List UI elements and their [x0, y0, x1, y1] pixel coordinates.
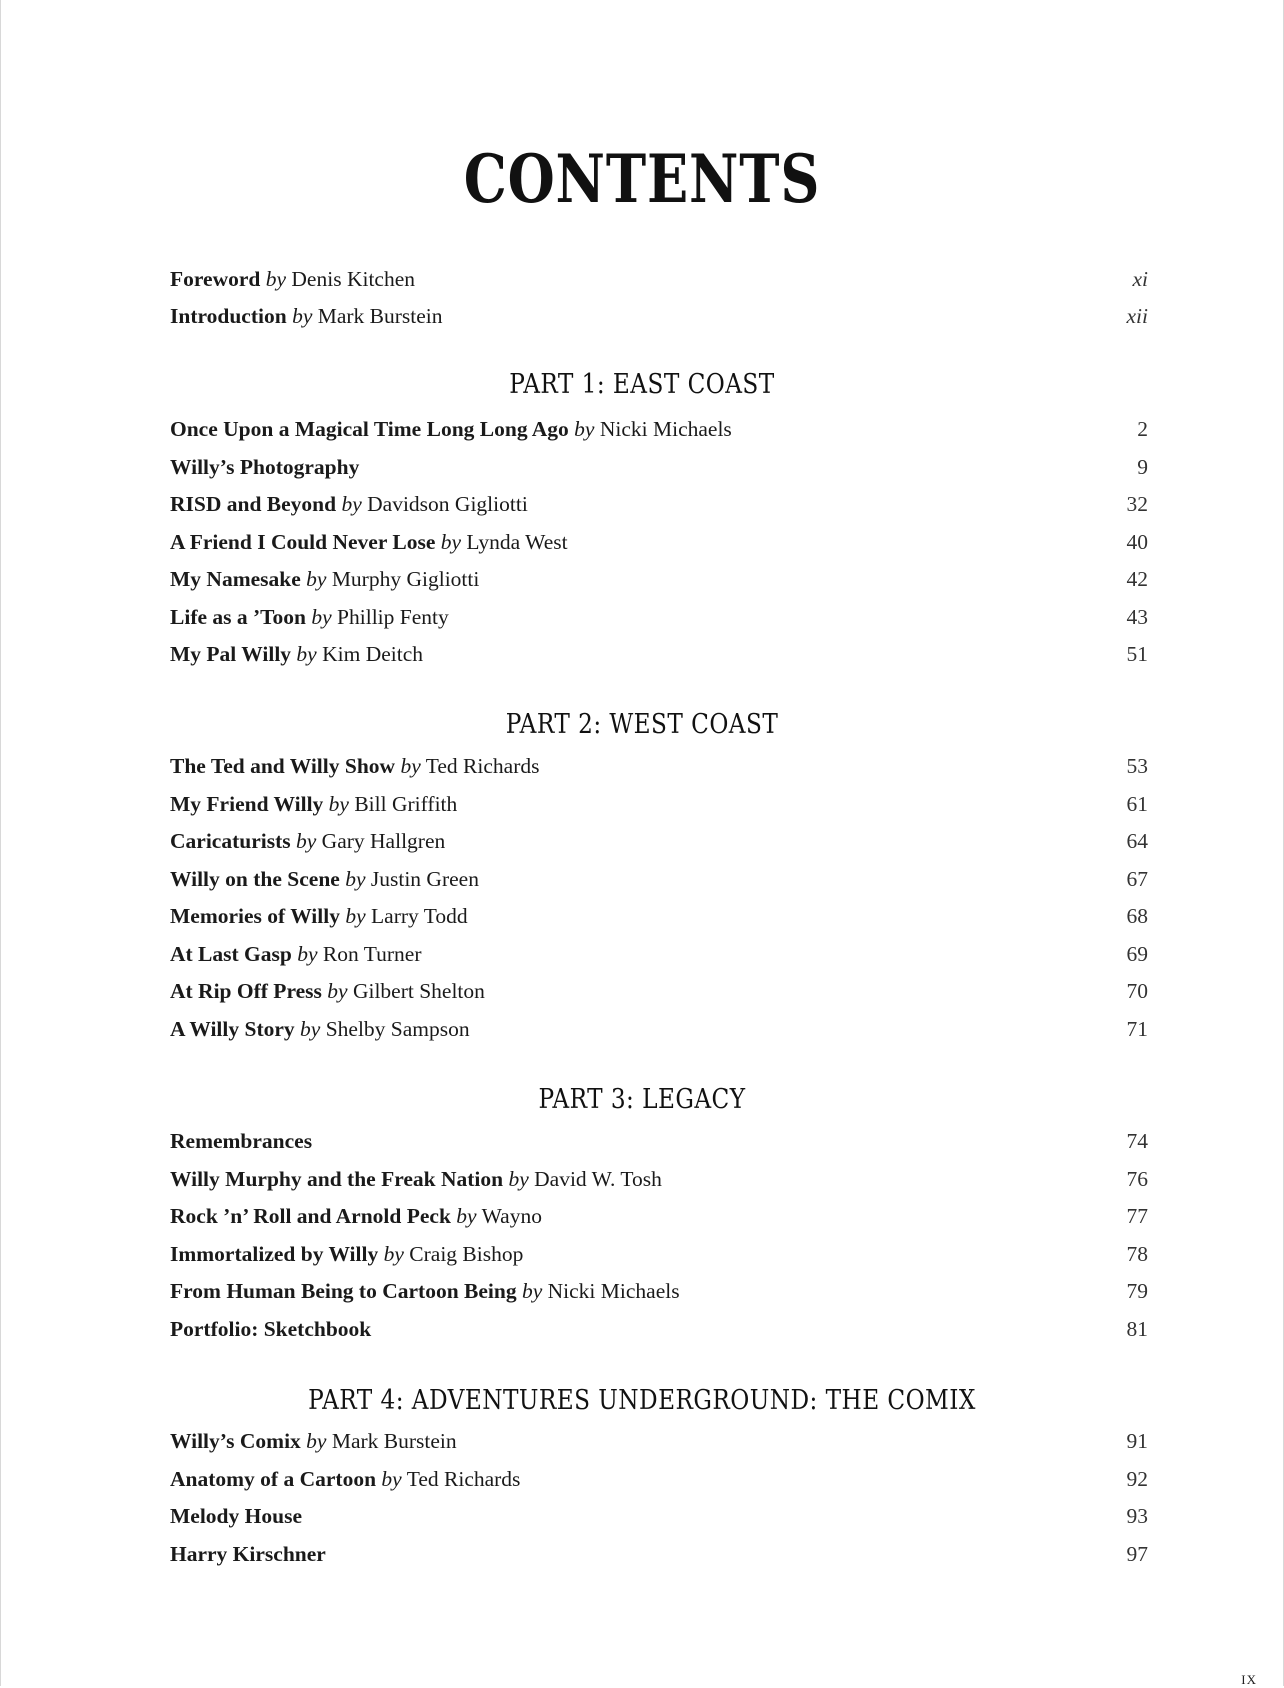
- toc-entry: [170, 412, 1148, 446]
- toc-entry-title: Foreword: [170, 267, 261, 291]
- toc-entry: [170, 824, 1148, 858]
- toc-entry-text: [170, 1274, 680, 1308]
- toc-entry: [170, 1312, 1148, 1346]
- toc-entry: [170, 862, 1148, 896]
- toc-page-number: 53: [1126, 754, 1148, 778]
- toc-page-number: 2: [1137, 417, 1148, 441]
- toc-page-number: xii: [1126, 304, 1148, 328]
- toc-entry: [170, 974, 1148, 1008]
- toc-page-number: 77: [1126, 1204, 1148, 1228]
- toc-entry-by: by: [296, 829, 317, 853]
- toc-page-number: 61: [1126, 791, 1148, 816]
- toc-entry-author: Mark Burstein: [317, 304, 443, 328]
- toc-entry-by: by: [521, 1279, 543, 1303]
- toc-entry-by: by: [400, 754, 421, 778]
- toc-entry-author: Nicki Michaels: [547, 1279, 680, 1303]
- toc-entry: [170, 1499, 1148, 1533]
- toc-page-number: 68: [1126, 904, 1148, 928]
- toc-entry-title: Melody House: [170, 1504, 302, 1528]
- toc-entry-author: Larry Todd: [371, 904, 468, 928]
- toc-entry-text: [170, 862, 479, 896]
- toc-entry-by: by: [311, 604, 332, 629]
- toc-entry-title: Willy’s Photography: [170, 454, 360, 479]
- toc-entry: [170, 525, 1148, 559]
- toc-entry-author: Bill Griffith: [354, 791, 458, 816]
- toc-page-number: 91: [1126, 1429, 1148, 1453]
- toc-page-number: 97: [1126, 1541, 1148, 1566]
- toc-entry-title: Harry Kirschner: [170, 1541, 326, 1566]
- toc-entry-title: The Ted and Willy Show: [170, 754, 396, 778]
- toc-entry-by: by: [381, 1466, 402, 1491]
- toc-entry-by: by: [345, 904, 366, 928]
- toc-entry-text: [170, 1124, 312, 1158]
- toc-page-number: 9: [1137, 454, 1148, 479]
- toc-entry-title: Immortalized by Willy: [170, 1241, 379, 1266]
- toc-entry-text: [170, 525, 568, 559]
- toc-entry-text: [170, 562, 479, 596]
- toc-entry-author: Denis Kitchen: [291, 267, 415, 291]
- toc-page-number: 74: [1126, 1129, 1148, 1153]
- toc-entry-title: Willy on the Scene: [170, 866, 340, 891]
- toc-entry-text: [170, 937, 421, 971]
- toc-entry-by: by: [296, 642, 317, 666]
- toc-entry: [170, 1537, 1148, 1571]
- toc-page-number: 93: [1126, 1504, 1148, 1528]
- toc-entry-text: [170, 412, 732, 446]
- toc-entry: [170, 1012, 1148, 1046]
- toc-entry: [170, 787, 1148, 821]
- toc-entry-title: Rock ’n’ Roll and Arnold Peck: [170, 1204, 451, 1228]
- toc-entry-title: My Friend Willy: [170, 791, 324, 816]
- toc-page-number: 43: [1126, 604, 1148, 629]
- toc-entry-author: Gary Hallgren: [321, 829, 446, 853]
- toc-entry-text: [170, 1012, 470, 1046]
- toc-entry-title: My Namesake: [170, 567, 301, 591]
- toc-entry: [170, 262, 1148, 296]
- toc-entry-text: [170, 824, 445, 858]
- toc-entry: [170, 600, 1148, 634]
- toc-entry: [170, 450, 1148, 484]
- toc-entry-by: by: [297, 941, 318, 966]
- toc-entry-by: by: [456, 1204, 477, 1228]
- toc-entry-author: Ted Richards: [425, 754, 540, 778]
- toc-entry: [170, 299, 1148, 333]
- toc-part-heading: PART 4: ADVENTURES UNDERGROUND: THE COMIX: [308, 1385, 976, 1416]
- toc-entry-author: Ted Richards: [406, 1466, 521, 1491]
- toc-entry-author: Murphy Gigliotti: [331, 567, 480, 591]
- toc-entry-title: A Willy Story: [170, 1016, 295, 1041]
- toc-page-number: 40: [1126, 529, 1148, 554]
- toc-entry-author: Lynda West: [466, 529, 568, 554]
- toc-entry-author: David W. Tosh: [534, 1166, 662, 1191]
- toc-entry-by: by: [574, 417, 595, 441]
- toc-entry-text: [170, 637, 423, 671]
- toc-entry-author: Craig Bishop: [409, 1241, 524, 1266]
- toc-entry-text: [170, 787, 457, 821]
- toc-entry-text: [170, 262, 415, 296]
- toc-part-heading: PART 2: WEST COAST: [505, 709, 779, 740]
- toc-page-number: 81: [1126, 1316, 1148, 1341]
- toc-entry-by: by: [440, 529, 462, 554]
- toc-entry-author: Davidson Gigliotti: [367, 492, 528, 516]
- toc-entry: [170, 937, 1148, 971]
- toc-entry: [170, 1462, 1148, 1496]
- toc-entry-by: by: [292, 304, 313, 328]
- toc-entry-by: by: [508, 1166, 529, 1191]
- toc-page-number: 67: [1126, 866, 1148, 891]
- toc-entry-title: My Pal Willy: [170, 642, 292, 666]
- toc-entry-text: [170, 600, 449, 634]
- toc-entry-text: [170, 1424, 457, 1458]
- toc-entry-by: by: [345, 866, 366, 891]
- toc-entry-by: by: [265, 267, 287, 291]
- toc-entry-by: by: [328, 791, 349, 816]
- toc-entry-text: [170, 450, 359, 484]
- toc-entry-author: Nicki Michaels: [599, 417, 732, 441]
- toc-page-number: 51: [1126, 642, 1148, 666]
- toc-entry-text: [170, 1462, 520, 1496]
- toc-entry-author: Wayno: [481, 1204, 542, 1228]
- toc-page-number: 92: [1126, 1466, 1148, 1491]
- toc-entry-title: RISD and Beyond: [170, 492, 337, 516]
- toc-entry-text: [170, 899, 468, 933]
- toc-entry: [170, 487, 1148, 521]
- page-folio: IX: [1241, 1672, 1257, 1687]
- toc-page-number: 78: [1126, 1241, 1148, 1266]
- toc-entry-text: [170, 299, 443, 333]
- toc-entry: [170, 899, 1148, 933]
- toc-page-number: 69: [1126, 941, 1148, 966]
- toc-page-number: 70: [1126, 979, 1148, 1003]
- toc-entry: [170, 1162, 1148, 1196]
- toc-entry-by: by: [300, 1016, 321, 1041]
- toc-part-heading: PART 3: LEGACY: [538, 1084, 746, 1115]
- toc-entry-text: [170, 974, 485, 1008]
- toc-entry: [170, 1424, 1148, 1458]
- toc-entry: [170, 1124, 1148, 1158]
- toc-entry: [170, 1237, 1148, 1271]
- toc-entry-author: Mark Burstein: [331, 1429, 457, 1453]
- toc-entry-text: [170, 1499, 302, 1533]
- toc-entry: [170, 749, 1148, 783]
- toc-entry-by: by: [327, 979, 348, 1003]
- toc-entry-text: [170, 1199, 542, 1233]
- toc-entry-title: Remembrances: [170, 1129, 313, 1153]
- page-title: CONTENTS: [463, 140, 821, 218]
- toc-page-number: 64: [1126, 829, 1148, 853]
- toc-entry-author: Justin Green: [370, 866, 479, 891]
- toc-entry-text: [170, 1237, 523, 1271]
- toc-entry-title: Portfolio: Sketchbook: [170, 1316, 372, 1341]
- toc-entry-title: From Human Being to Cartoon Being: [170, 1279, 517, 1303]
- toc-entry-title: A Friend I Could Never Lose: [170, 529, 436, 554]
- toc-entry-title: Once Upon a Magical Time Long Long Ago: [170, 417, 569, 441]
- toc-entry-text: [170, 1312, 371, 1346]
- toc-entry-title: Memories of Willy: [170, 904, 340, 928]
- toc-entry-text: [170, 749, 539, 783]
- toc-entry-title: At Rip Off Press: [170, 979, 322, 1003]
- toc-entry-author: Kim Deitch: [322, 642, 424, 666]
- toc-page-number: xi: [1132, 267, 1148, 291]
- toc-entry: [170, 1199, 1148, 1233]
- toc-entry-by: by: [306, 1429, 327, 1453]
- toc-entry-by: by: [341, 492, 362, 516]
- toc-entry-by: by: [383, 1241, 404, 1266]
- toc-entry-title: Life as a ’Toon: [170, 604, 306, 629]
- toc-page-number: 79: [1126, 1279, 1148, 1303]
- toc-page-number: 76: [1126, 1166, 1148, 1191]
- toc-entry-author: Shelby Sampson: [325, 1016, 470, 1041]
- toc-entry-title: Introduction: [170, 304, 287, 328]
- toc-entry-author: Ron Turner: [322, 941, 422, 966]
- toc-entry-title: At Last Gasp: [170, 941, 292, 966]
- toc-entry-title: Willy’s Comix: [170, 1429, 301, 1453]
- toc-entry-text: [170, 1537, 326, 1571]
- toc-entry: [170, 1274, 1148, 1308]
- toc-entry: [170, 562, 1148, 596]
- toc-entry-author: Gilbert Shelton: [352, 979, 485, 1003]
- toc-entry-text: [170, 487, 528, 521]
- toc-page-number: 32: [1126, 492, 1148, 516]
- toc-entry-by: by: [306, 567, 327, 591]
- toc-entry-title: Willy Murphy and the Freak Nation: [170, 1166, 504, 1191]
- toc-entry: [170, 637, 1148, 671]
- toc-entry-title: Caricaturists: [170, 829, 291, 853]
- toc-page-number: 42: [1126, 567, 1148, 591]
- toc-part-heading: PART 1: EAST COAST: [509, 369, 775, 400]
- toc-page-number: 71: [1126, 1016, 1148, 1041]
- toc-entry-text: [170, 1162, 662, 1196]
- toc-entry-title: Anatomy of a Cartoon: [170, 1466, 377, 1491]
- toc-entry-author: Phillip Fenty: [337, 604, 449, 629]
